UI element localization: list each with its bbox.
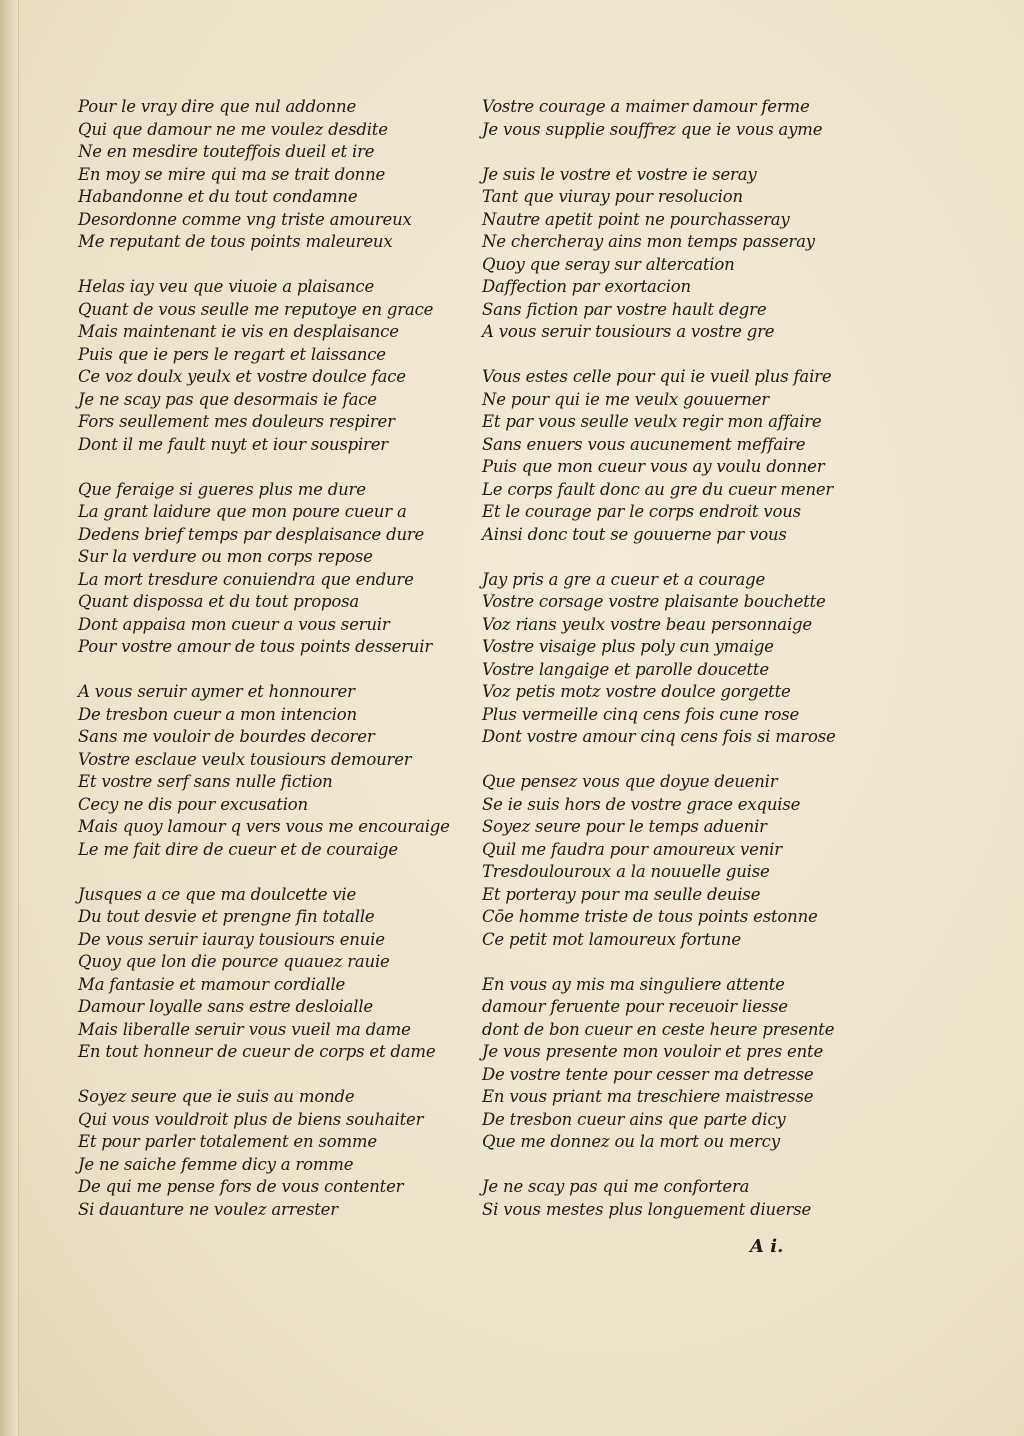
verse-line: Vous estes celle pour qui ie vueil plus faire [482, 367, 832, 386]
verse-line: Le corps fault donc au gre du cueur mener [482, 479, 834, 499]
verse-line: Le me fait dire de cueur et de couraige [78, 839, 398, 859]
verse-line: Plus vermeille cinq cens fois cune rose [482, 704, 800, 724]
verse-line: Sans fiction par vostre hault degre [482, 299, 767, 319]
verse-line: En vous ay mis ma singuliere attente [482, 974, 785, 994]
verse-line: Quant de vous seulle me reputoye en grace [78, 299, 434, 319]
stanza [482, 96, 862, 141]
verse-line: Mais maintenant ie vis en desplaisance [78, 322, 399, 341]
verse-line: Sur la verdure ou mon corps repose [78, 547, 373, 566]
verse-line: A vous seruir aymer et honnourer [78, 682, 355, 701]
verse-line: Dont appaisa mon cueur a vous seruir [78, 614, 390, 634]
verse-line: Pour vostre amour de tous points desseruir [78, 637, 433, 656]
left-text-column [78, 96, 468, 1244]
verse-line: La grant laidure que mon poure cueur a [78, 502, 407, 521]
verse-line: Desordonne comme vng triste amoureux [78, 209, 412, 229]
verse-line: Ma fantasie et mamour cordialle [78, 974, 346, 994]
verse-line: De vostre tente pour cesser ma detresse [482, 1064, 814, 1084]
verse-line: Cōe homme triste de tous points estonne [482, 907, 818, 926]
verse-line: Soyez seure pour le temps aduenir [482, 817, 767, 836]
verse-line: Mais liberalle seruir vous vueil ma dame [78, 1019, 411, 1039]
stanza [482, 569, 862, 749]
verse-line: Que pensez vous que doyue deuenir [482, 772, 778, 791]
verse-line: Voz rians yeulx vostre beau personnaige [482, 614, 812, 634]
verse-line: Qui que damour ne me voulez desdite [78, 119, 388, 139]
verse-line: De qui me pense fors de vous contenter [78, 1177, 404, 1196]
verse-line: Je vous presente mon vouloir et pres ente [482, 1042, 824, 1061]
verse-line: Me reputant de tous points maleureux [78, 232, 393, 251]
stanza [78, 96, 468, 254]
verse-line: Mais quoy lamour q vers vous me encouraige [78, 817, 450, 836]
verse-line: Fors seullement mes douleurs respirer [78, 412, 395, 431]
verse-line: Sans me vouloir de bourdes decorer [78, 727, 375, 746]
verse-line: dont de bon cueur en ceste heure presente [482, 1019, 835, 1039]
verse-line: Dont vostre amour cinq cens fois si marose [482, 727, 836, 746]
stanza [482, 974, 862, 1154]
verse-line: Vostre esclaue veulx tousiours demourer [78, 749, 412, 769]
verse-line: Vostre langaige et parolle doucette [482, 659, 769, 679]
verse-line: Vostre courage a maimer damour ferme [482, 97, 810, 116]
verse-line: La mort tresdure conuiendra que endure [78, 569, 414, 589]
verse-line: Pour le vray dire que nul addonne [78, 97, 357, 116]
verse-line: Tant que viuray pour resolucion [482, 187, 743, 206]
verse-line: Habandonne et du tout condamne [78, 187, 358, 206]
verse-line: De tresbon cueur a mon intencion [78, 704, 357, 724]
verse-line: Si dauanture ne voulez arrester [78, 1199, 338, 1219]
verse-line: En moy se mire qui ma se trait donne [78, 164, 386, 184]
verse-line: Quil me faudra pour amoureux venir [482, 839, 782, 859]
verse-line: Je ne scay pas que desormais ie face [78, 389, 377, 409]
verse-line: Ne pour qui ie me veulx gouuerner [482, 389, 769, 409]
verse-line: Helas iay veu que viuoie a plaisance [78, 277, 375, 296]
stanza [78, 479, 468, 659]
verse-line: Et pour parler totalement en somme [78, 1132, 377, 1151]
verse-line: Se ie suis hors de vostre grace exquise [482, 794, 801, 814]
verse-line: Ne chercheray ains mon temps passeray [482, 232, 815, 251]
verse-line: Puis que mon cueur vous ay voulu donner [482, 457, 825, 476]
verse-line: Damour loyalle sans estre desloialle [78, 997, 373, 1016]
verse-line: Voz petis motz vostre doulce gorgette [482, 682, 791, 701]
verse-line: De vous seruir iauray tousiours enuie [78, 929, 385, 949]
verse-line: Vostre corsage vostre plaisante bouchette [482, 592, 826, 611]
verse-line: Ce petit mot lamoureux fortune [482, 929, 741, 949]
stanza [482, 366, 862, 546]
verse-line: De tresbon cueur ains que parte dicy [482, 1109, 786, 1129]
right-text-column [482, 96, 862, 1244]
verse-line: En vous priant ma treschiere maistresse [482, 1087, 814, 1106]
verse-line: Nautre apetit point ne pourchasseray [482, 209, 790, 229]
verse-line: Je vous supplie souffrez que ie vous ayme [482, 119, 823, 139]
verse-line: Dont il me fault nuyt et iour souspirer [78, 434, 388, 454]
verse-line: Du tout desvie et prengne fin totalle [78, 907, 375, 926]
verse-line: Dedens brief temps par desplaisance dure [78, 524, 425, 544]
signature-mark: A i. [750, 1236, 784, 1257]
verse-line: Je suis le vostre et vostre ie seray [482, 164, 757, 184]
stanza [78, 1086, 468, 1221]
verse-line: Vostre visaige plus poly cun ymaige [482, 637, 774, 656]
verse-line: Jusques a ce que ma doulcette vie [78, 884, 357, 904]
verse-line: A vous seruir tousiours a vostre gre [482, 322, 775, 341]
verse-line: Jay pris a gre a cueur et a courage [482, 569, 766, 589]
verse-line: Ainsi donc tout se gouuerne par vous [482, 524, 787, 544]
verse-line: damour feruente pour receuoir liesse [482, 997, 788, 1016]
verse-line: Et vostre serf sans nulle fiction [78, 772, 333, 791]
verse-line: Sans enuers vous aucunement meffaire [482, 434, 806, 454]
verse-line: Qui vous vouldroit plus de biens souhaiter [78, 1109, 424, 1129]
verse-line: Si vous mestes plus longuement diuerse [482, 1199, 812, 1219]
verse-line: Et porteray pour ma seulle deuise [482, 884, 761, 904]
verse-line: Cecy ne dis pour excusation [78, 794, 308, 814]
verse-line: Et par vous seulle veulx regir mon affaire [482, 412, 822, 431]
verse-line: Ne en mesdire touteffois dueil et ire [78, 142, 375, 161]
verse-line: Daffection par exortacion [482, 277, 691, 296]
verse-line: Tresdoulouroux a la nouuelle guise [482, 862, 770, 881]
verse-line: Quant dispossa et du tout proposa [78, 592, 360, 611]
verse-line: Quoy que lon die pource quauez rauie [78, 952, 390, 971]
verse-line: Que feraige si gueres plus me dure [78, 479, 366, 499]
verse-line: Et le courage par le corps endroit vous [482, 502, 801, 521]
verse-line: Ce voz doulx yeulx et vostre doulce face [78, 367, 406, 386]
stanza [482, 1176, 862, 1221]
stanza [482, 771, 862, 951]
verse-line: Puis que ie pers le regart et laissance [78, 344, 386, 364]
binding-gutter [0, 0, 19, 1436]
verse-line: Je ne scay pas qui me confortera [482, 1177, 750, 1196]
verse-line: Que me donnez ou la mort ou mercy [482, 1132, 780, 1151]
verse-line: Quoy que seray sur altercation [482, 254, 735, 274]
stanza [78, 681, 468, 861]
stanza [78, 884, 468, 1064]
verse-line: En tout honneur de cueur de corps et dame [78, 1042, 436, 1061]
stanza [482, 164, 862, 344]
stanza [78, 276, 468, 456]
verse-line: Soyez seure que ie suis au monde [78, 1087, 355, 1106]
verse-line: Je ne saiche femme dicy a romme [78, 1154, 354, 1174]
